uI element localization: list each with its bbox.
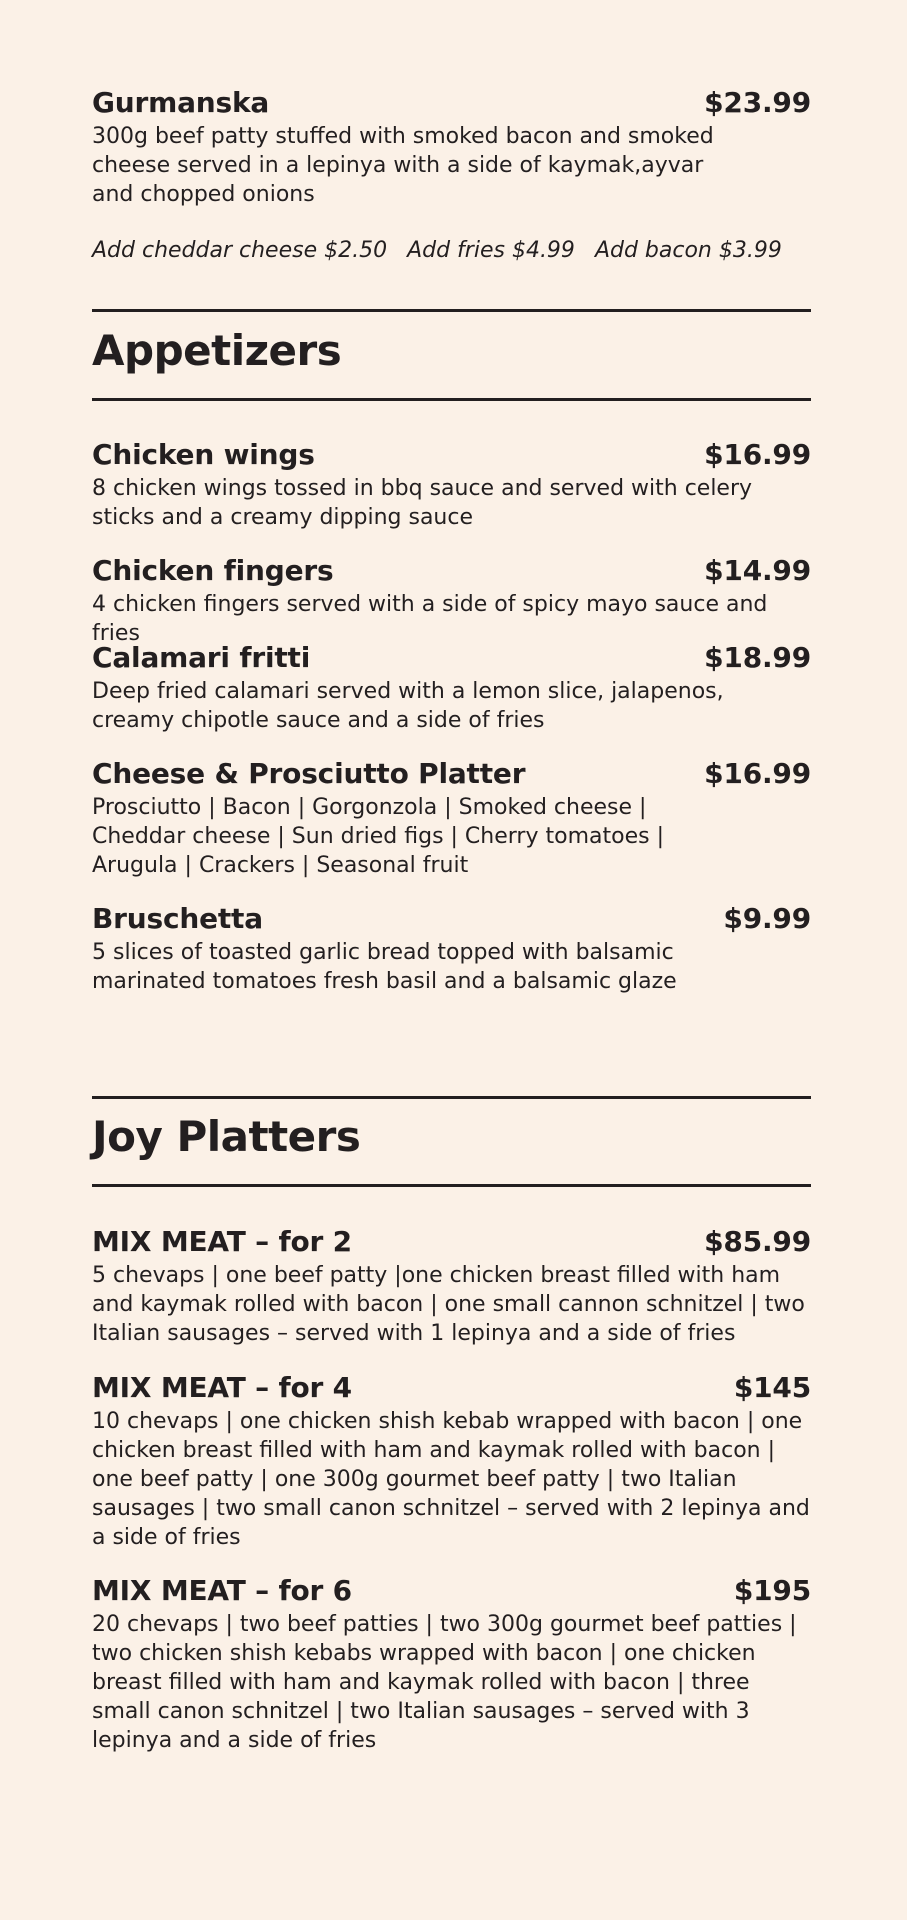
item-name: Chicken fingers	[92, 554, 334, 587]
item-price: $9.99	[723, 902, 811, 935]
addon-bacon: Add bacon $3.99	[594, 238, 782, 263]
menu-item	[92, 438, 811, 532]
section-title-appetizers: Appetizers	[92, 326, 342, 375]
menu-item	[92, 902, 811, 996]
item-price: $145	[733, 1371, 811, 1404]
item-name: Chicken wings	[92, 438, 315, 471]
item-description: 8 chicken wings tossed in bbq sauce and served with celery sticks and a creamy dipping sauce	[92, 476, 753, 530]
item-price: $16.99	[704, 438, 811, 471]
item-description: 5 slices of toasted garlic bread topped with balsamic marinated tomatoes fresh basil and a balsamic glaze	[92, 940, 677, 994]
divider	[92, 398, 811, 401]
divider	[92, 309, 811, 312]
item-description: Deep fried calamari served with a lemon slice, jalapenos, creamy chipotle sauce and a side of fries	[92, 679, 724, 733]
menu-item	[92, 554, 811, 648]
item-price: $195	[733, 1574, 811, 1607]
item-description: 10 chevaps | one chicken shish kebab wrapped with bacon | one chicken breast filled with ham and kaymak rolled with bacon | one beef patty | one 300g gourmet beef patty | two Italian sausages | two small canon schnitzel – served with 2 lepinya and a side of fries	[92, 1409, 810, 1550]
addon-cheddar: Add cheddar cheese $2.50	[92, 238, 388, 263]
item-name: MIX MEAT – for 6	[92, 1574, 352, 1607]
menu-item	[92, 641, 811, 735]
item-description: 4 chicken fingers served with a side of spicy mayo sauce and fries	[92, 592, 768, 646]
section-title-joy-platters: Joy Platters	[92, 1112, 361, 1161]
addons-row	[92, 238, 811, 263]
menu-item-gurmanska	[92, 86, 811, 209]
item-price: $16.99	[704, 757, 811, 790]
item-name: MIX MEAT – for 2	[92, 1225, 352, 1258]
menu-item	[92, 757, 811, 880]
item-price: $18.99	[704, 641, 811, 674]
item-name: Bruschetta	[92, 902, 263, 935]
menu-item	[92, 1225, 811, 1348]
item-name: Cheese & Prosciutto Platter	[92, 757, 526, 790]
item-name: Gurmanska	[92, 86, 270, 119]
item-description: 300g beef patty stuffed with smoked bacon and smoked cheese served in a lepinya with a side of kaymak,ayvar and chopped onions	[92, 124, 714, 207]
menu-item	[92, 1371, 811, 1552]
item-description: 5 chevaps | one beef patty |one chicken breast filled with ham and kaymak rolled with bacon | one small cannon schnitzel | two Italian sausages – served with 1 lepinya and a side of fries	[92, 1263, 805, 1346]
addon-fries: Add fries $4.99	[407, 238, 575, 263]
item-price: $23.99	[704, 86, 811, 119]
item-price: $14.99	[704, 554, 811, 587]
item-name: MIX MEAT – for 4	[92, 1371, 352, 1404]
item-price: $85.99	[704, 1225, 811, 1258]
divider	[92, 1184, 811, 1187]
item-description: Prosciutto | Bacon | Gorgonzola | Smoked cheese | Cheddar cheese | Sun dried figs | Cherry tomatoes | Arugula | Crackers | Seasonal fruit	[92, 795, 664, 878]
divider	[92, 1096, 811, 1099]
item-description: 20 chevaps | two beef patties | two 300g gourmet beef patties | two chicken shish kebabs wrapped with bacon | one chicken breast filled with ham and kaymak rolled with bacon | three small canon schnitzel | two Italian sausages – served with 3 lepinya and a side of fries	[92, 1612, 797, 1753]
menu-item	[92, 1574, 811, 1755]
item-name: Calamari fritti	[92, 641, 311, 674]
